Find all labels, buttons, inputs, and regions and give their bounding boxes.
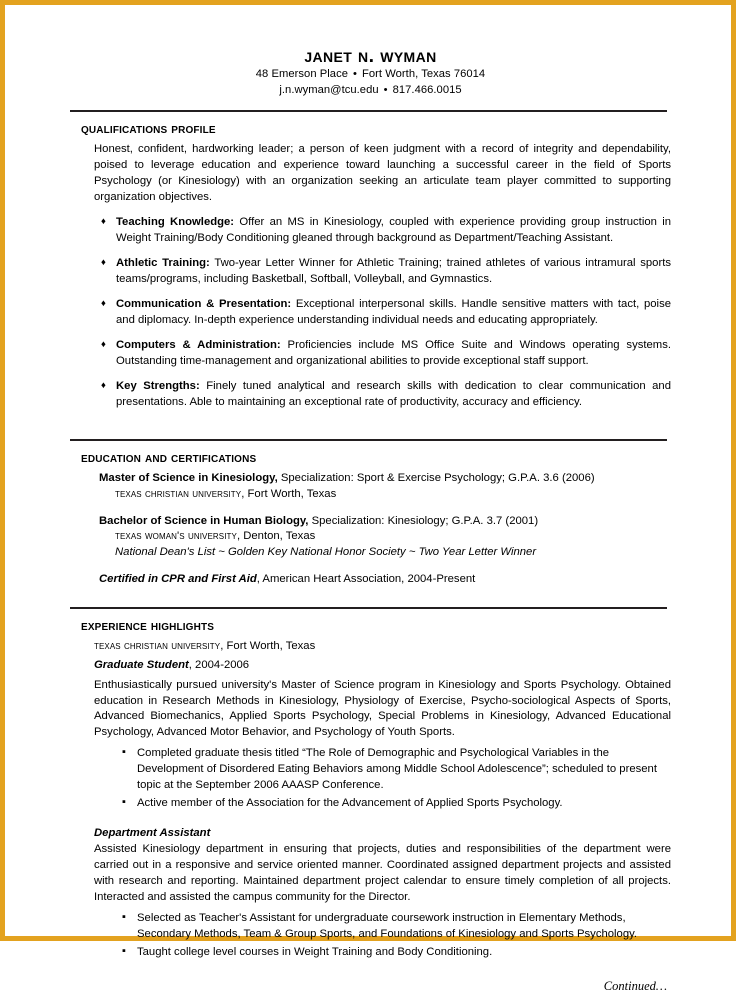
candidate-name: janet n. wyman xyxy=(304,45,437,67)
list-item: ▪ Taught college level courses in Weight Training and Body Conditioning. xyxy=(137,945,671,961)
role-title-graduate-student xyxy=(94,658,671,674)
bullet-lead: Communication & Presentation: xyxy=(116,298,292,311)
list-item xyxy=(116,215,671,247)
spacer xyxy=(70,814,671,826)
bullet-text: Two-year Letter Winner for Athletic Training; trained athletes of various intramural sports teams/programs, including Basketball, Softball, Volleyball, and Gymnastics. xyxy=(116,257,671,286)
degree-line xyxy=(99,514,671,530)
spacer xyxy=(70,420,671,439)
role-bullet-list-graduate-student xyxy=(70,746,671,812)
section-heading-education: education and certifications xyxy=(81,450,257,466)
continued-footer: Continued… xyxy=(603,979,667,994)
role-dates: , 2004-2006 xyxy=(188,658,250,671)
phone-number: 817.466.0015 xyxy=(392,84,462,97)
bullet-text: Offer an MS in Kinesiology, coupled with experience providing group instruction in Weight Training/Body Conditioning gleaned through background as Department/Teaching Assistant. xyxy=(116,216,671,245)
role-summary-graduate-student: Enthusiastically pursued university's Master of Science program in Kinesiology and Sports Psychology. Obtained education in Research Methods in Kinesiology, Physiology of Exercise, Psycho-sociological Aspects of Sports, Advanced Biomechanics, Applied Sports Psychology, Special Problems in Kinesiology, Advanced Educational Psychology, Advanced Motor Behavior, and Psychology of Youth Sports. xyxy=(94,678,671,739)
bullet-lead: Key Strengths: xyxy=(116,380,200,393)
degree-title: Bachelor of Science in Human Biology, xyxy=(99,514,309,527)
employer-location: , Fort Worth, Texas xyxy=(220,639,316,652)
degree-details: Specialization: Sport & Exercise Psychology; G.P.A. 3.6 (2006) xyxy=(277,472,595,485)
contact-separator: • xyxy=(353,68,357,81)
employer-name: texas christian university xyxy=(94,639,221,652)
degree-line xyxy=(99,471,671,487)
certification-line xyxy=(99,572,671,588)
school-location: , Fort Worth, Texas xyxy=(241,487,337,500)
certification-title: Certified in CPR and First Aid xyxy=(99,573,257,586)
experience-divider-rule xyxy=(70,607,667,609)
education-divider-rule xyxy=(70,439,667,441)
email-address[interactable]: j.n.wyman@tcu.edu xyxy=(279,84,379,97)
contact-email-phone-line xyxy=(70,83,671,99)
bullet-text: Finely tuned analytical and research skills with dedication to clear communication and presentations. Able to maintaining an exceptional rate of productivity, accuracy and efficiency. xyxy=(116,380,671,409)
section-heading-qualifications: qualifications profile xyxy=(81,121,216,137)
role-summary-department-assistant: Assisted Kinesiology department in ensuring that projects, duties and responsibilities of the department were carried out in a responsive and service oriented manner. Coordinated assigned department projects and assisted with research and reporting. Maintained department project calendar to ensure timely completion of all projects. Interacted and assisted the campus community for the Director. xyxy=(94,843,671,904)
school-location: , Denton, Texas xyxy=(236,530,316,543)
list-item: ▪ Active member of the Association for the Advancement of Applied Sports Psychology. xyxy=(137,796,671,812)
city-state-zip: Fort Worth, Texas 76014 xyxy=(361,68,486,81)
bullet-text: Proficiencies include MS Office Suite and Windows operating systems. Outstanding time-management and organizational abilities to provide exceptional staff support. xyxy=(116,339,671,368)
degree-title: Master of Science in Kinesiology, xyxy=(99,472,278,485)
list-item: ▪ Selected as Teacher's Assistant for undergraduate coursework instruction in Elementary Methods, Secondary Methods, Team & Group Sports, and Foundations of Kinesiology and Sports Psychology. xyxy=(137,911,671,943)
document-content xyxy=(70,5,671,994)
bullet-lead: Athletic Training: xyxy=(116,257,210,270)
list-item xyxy=(116,338,671,370)
school-name: texas christian university xyxy=(115,487,242,500)
certification-details: , American Heart Association, 2004-Present xyxy=(256,573,476,586)
school-line xyxy=(115,487,671,503)
bullet-lead: Teaching Knowledge: xyxy=(116,216,235,229)
street-address: 48 Emerson Place xyxy=(255,68,348,81)
spacer xyxy=(70,588,671,607)
qualifications-summary: Honest, confident, hardworking leader; a person of keen judgment with a record of integrity and dependability, poised to leverage education and experience toward launching a successful career in the field of Sports Psychology (or Kinesiology) with an organization seeking an articulate team player committed to supporting organization objectives. xyxy=(94,143,671,204)
education-entry-masters xyxy=(99,471,671,503)
school-name: texas woman's university xyxy=(115,530,237,543)
role-bullet-list-department-assistant xyxy=(70,911,671,961)
list-item: ▪ Completed graduate thesis titled “The Role of Demographic and Psychological Variables in the Development of Disordered Eating Behaviors among Middle School Adolescence”; scheduled to present topic at the September 2006 AAASP Conference. xyxy=(137,746,671,794)
honors-line: National Dean's List ~ Golden Key National Honor Society ~ Two Year Letter Winner xyxy=(115,546,537,559)
list-item xyxy=(116,256,671,288)
role-title: Graduate Student xyxy=(94,658,189,671)
page-sheet xyxy=(5,5,731,994)
contact-separator: • xyxy=(383,84,388,97)
school-line xyxy=(115,529,671,545)
employer-line xyxy=(94,639,671,655)
qualifications-bullet-list xyxy=(70,215,671,411)
contact-address-line xyxy=(70,67,671,83)
section-heading-experience: experience highlights xyxy=(81,617,215,633)
header-divider-rule xyxy=(70,110,667,112)
list-item xyxy=(116,297,671,329)
education-entry-bachelors xyxy=(99,514,671,561)
list-item xyxy=(116,379,671,411)
role-title-department-assistant: Department Assistant xyxy=(94,827,211,840)
bullet-lead: Computers & Administration: xyxy=(116,339,281,352)
degree-details: Specialization: Kinesiology; G.P.A. 3.7 (2001) xyxy=(308,514,539,527)
bullet-text: Exceptional interpersonal skills. Handle sensitive matters with tact, poise and diplomacy. In-depth experience understanding individual needs and educating appropriately. xyxy=(116,298,672,327)
